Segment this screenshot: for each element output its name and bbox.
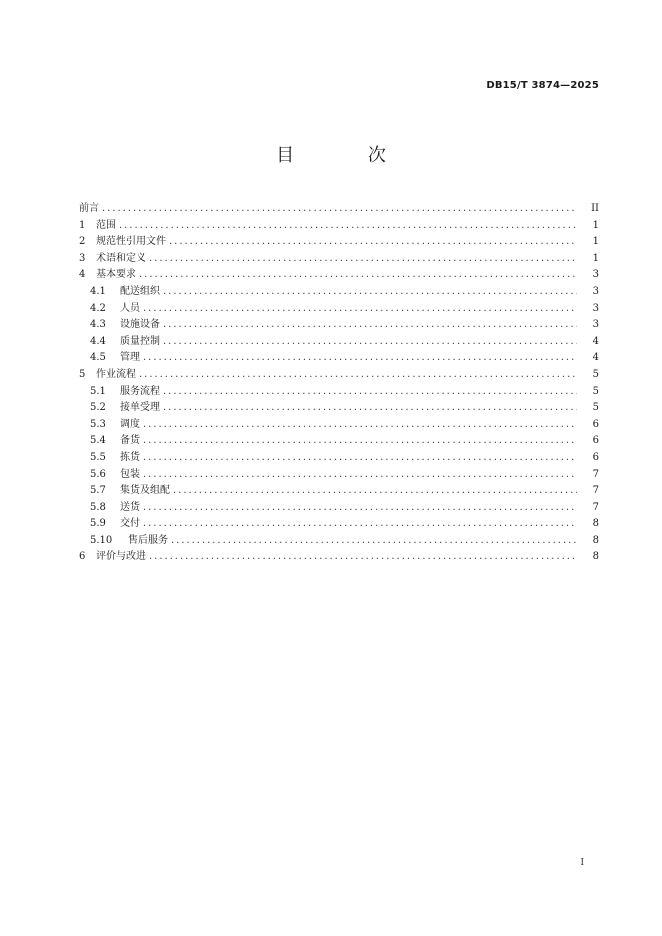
toc-leader-dots	[163, 284, 577, 301]
toc-entry-page: 5	[592, 385, 599, 397]
toc-entry[interactable]	[79, 251, 599, 268]
toc-entry-page: 1	[592, 252, 599, 264]
toc-leader-dots	[171, 533, 577, 550]
toc-leader-dots	[139, 367, 577, 384]
toc-entry[interactable]	[79, 467, 599, 484]
toc-entry-label: 基本要求	[96, 269, 136, 281]
toc-entry-page: 6	[592, 418, 599, 430]
toc-entry-page: 4	[592, 335, 599, 347]
toc-leader-dots	[143, 516, 577, 533]
toc-leader-dots	[149, 549, 577, 566]
toc-entry[interactable]	[79, 433, 599, 450]
document-code: DB15/T 3874—2025	[486, 80, 599, 91]
toc-entry-label: 配送组织	[120, 285, 160, 297]
toc-entry[interactable]	[79, 450, 599, 467]
toc-entry-label: 接单受理	[120, 402, 160, 414]
toc-leader-dots	[163, 400, 577, 417]
toc-entry[interactable]	[79, 234, 599, 251]
toc-entry-number: 4.1	[90, 285, 106, 297]
toc-entry[interactable]	[79, 500, 599, 517]
toc-entry-page: 3	[592, 302, 599, 314]
toc-leader-dots	[143, 500, 577, 517]
toc-entry[interactable]	[79, 218, 599, 235]
toc-entry[interactable]	[79, 400, 599, 417]
toc-entry-number: 5.1	[90, 385, 106, 397]
toc-leader-dots	[143, 301, 577, 318]
toc-leader-dots	[143, 350, 577, 367]
toc-entry-label: 设施设备	[120, 319, 160, 331]
toc-entry-number: 5.6	[90, 468, 106, 480]
toc-entry-page: 3	[592, 285, 599, 297]
toc-entry[interactable]	[79, 350, 599, 367]
toc-entry-label: 服务流程	[120, 385, 160, 397]
toc-leader-dots	[143, 417, 577, 434]
toc-entry-label: 术语和定义	[96, 252, 146, 264]
toc-entry-label: 作业流程	[96, 368, 136, 380]
toc-entry-label: 送货	[120, 501, 140, 513]
toc-entry-page: 1	[592, 236, 599, 248]
toc-entry-label: 包装	[120, 468, 140, 480]
toc-entry-number: 5.8	[90, 501, 106, 513]
toc-entry-label: 人员	[120, 302, 140, 314]
table-of-contents	[79, 201, 599, 566]
toc-entry[interactable]	[79, 367, 599, 384]
toc-entry-number: 5.3	[90, 418, 106, 430]
toc-entry[interactable]	[79, 549, 599, 566]
toc-leader-dots	[143, 450, 577, 467]
toc-entry-number: 5.10	[90, 534, 113, 546]
toc-entry-page: 8	[592, 518, 599, 530]
toc-entry-page: 7	[592, 501, 599, 513]
toc-entry[interactable]	[79, 417, 599, 434]
toc-entry-page: 6	[592, 451, 599, 463]
toc-entry-number: 3	[79, 252, 86, 264]
toc-leader-dots	[163, 334, 577, 351]
toc-entry-label: 售后服务	[128, 534, 168, 546]
toc-entry-page: 5	[592, 368, 599, 380]
footer-page-number: I	[580, 858, 584, 868]
toc-entry-page: 4	[592, 352, 599, 364]
toc-entry-number: 4.2	[90, 302, 106, 314]
toc-entry-label: 管理	[120, 352, 140, 364]
toc-entry-page: 1	[592, 219, 599, 231]
toc-entry-label: 交付	[120, 518, 140, 530]
toc-entry[interactable]	[79, 317, 599, 334]
toc-leader-dots	[173, 483, 577, 500]
toc-entry-page: 3	[592, 319, 599, 331]
toc-leader-dots	[119, 218, 577, 235]
toc-entry-page: 6	[592, 435, 599, 447]
page-title: 目 次	[276, 145, 420, 166]
toc-entry-page: 7	[592, 485, 599, 497]
toc-entry-label: 备货	[120, 435, 140, 447]
toc-entry-page: II	[591, 203, 599, 214]
toc-leader-dots	[149, 251, 577, 268]
toc-entry[interactable]	[79, 267, 599, 284]
toc-entry-number: 5.7	[90, 485, 106, 497]
toc-entry-label: 拣货	[120, 451, 140, 463]
toc-entry[interactable]	[79, 284, 599, 301]
toc-entry-label: 调度	[120, 418, 140, 430]
toc-entry-label: 范围	[96, 219, 116, 231]
toc-leader-dots	[143, 467, 577, 484]
toc-leader-dots	[139, 267, 577, 284]
toc-entry-number: 5.9	[90, 518, 106, 530]
toc-entry-number: 4	[79, 269, 86, 281]
toc-entry-label: 集货及组配	[120, 485, 170, 497]
toc-leader-dots	[163, 317, 577, 334]
toc-entry-label: 质量控制	[120, 335, 160, 347]
toc-entry[interactable]	[79, 201, 599, 218]
toc-entry-label: 评价与改进	[96, 551, 146, 563]
toc-entry-number: 4.4	[90, 335, 106, 347]
toc-entry-number: 1	[79, 219, 86, 231]
toc-entry-number: 5.4	[90, 435, 106, 447]
toc-entry[interactable]	[79, 301, 599, 318]
toc-entry-number: 5.5	[90, 451, 106, 463]
toc-leader-dots	[169, 234, 577, 251]
toc-leader-dots	[163, 384, 577, 401]
toc-entry-number: 5	[79, 368, 86, 380]
toc-entry-number: 6	[79, 551, 86, 563]
toc-entry-page: 3	[592, 269, 599, 281]
toc-entry-page: 7	[592, 468, 599, 480]
toc-entry-page: 8	[592, 551, 599, 563]
toc-leader-dots	[143, 433, 577, 450]
toc-entry-label: 规范性引用文件	[96, 236, 166, 248]
toc-entry-number: 4.3	[90, 319, 106, 331]
toc-entry-number: 2	[79, 236, 86, 248]
toc-entry[interactable]	[79, 483, 599, 500]
toc-entry-page: 8	[592, 534, 599, 546]
toc-leader-dots	[102, 201, 577, 218]
toc-entry[interactable]	[79, 334, 599, 351]
toc-entry-page: 5	[592, 402, 599, 414]
toc-entry[interactable]	[79, 384, 599, 401]
toc-entry-label: 前言	[79, 203, 99, 214]
toc-entry[interactable]	[79, 516, 599, 533]
toc-entry-number: 5.2	[90, 402, 106, 414]
toc-entry-number: 4.5	[90, 352, 106, 364]
toc-entry[interactable]	[79, 533, 599, 550]
